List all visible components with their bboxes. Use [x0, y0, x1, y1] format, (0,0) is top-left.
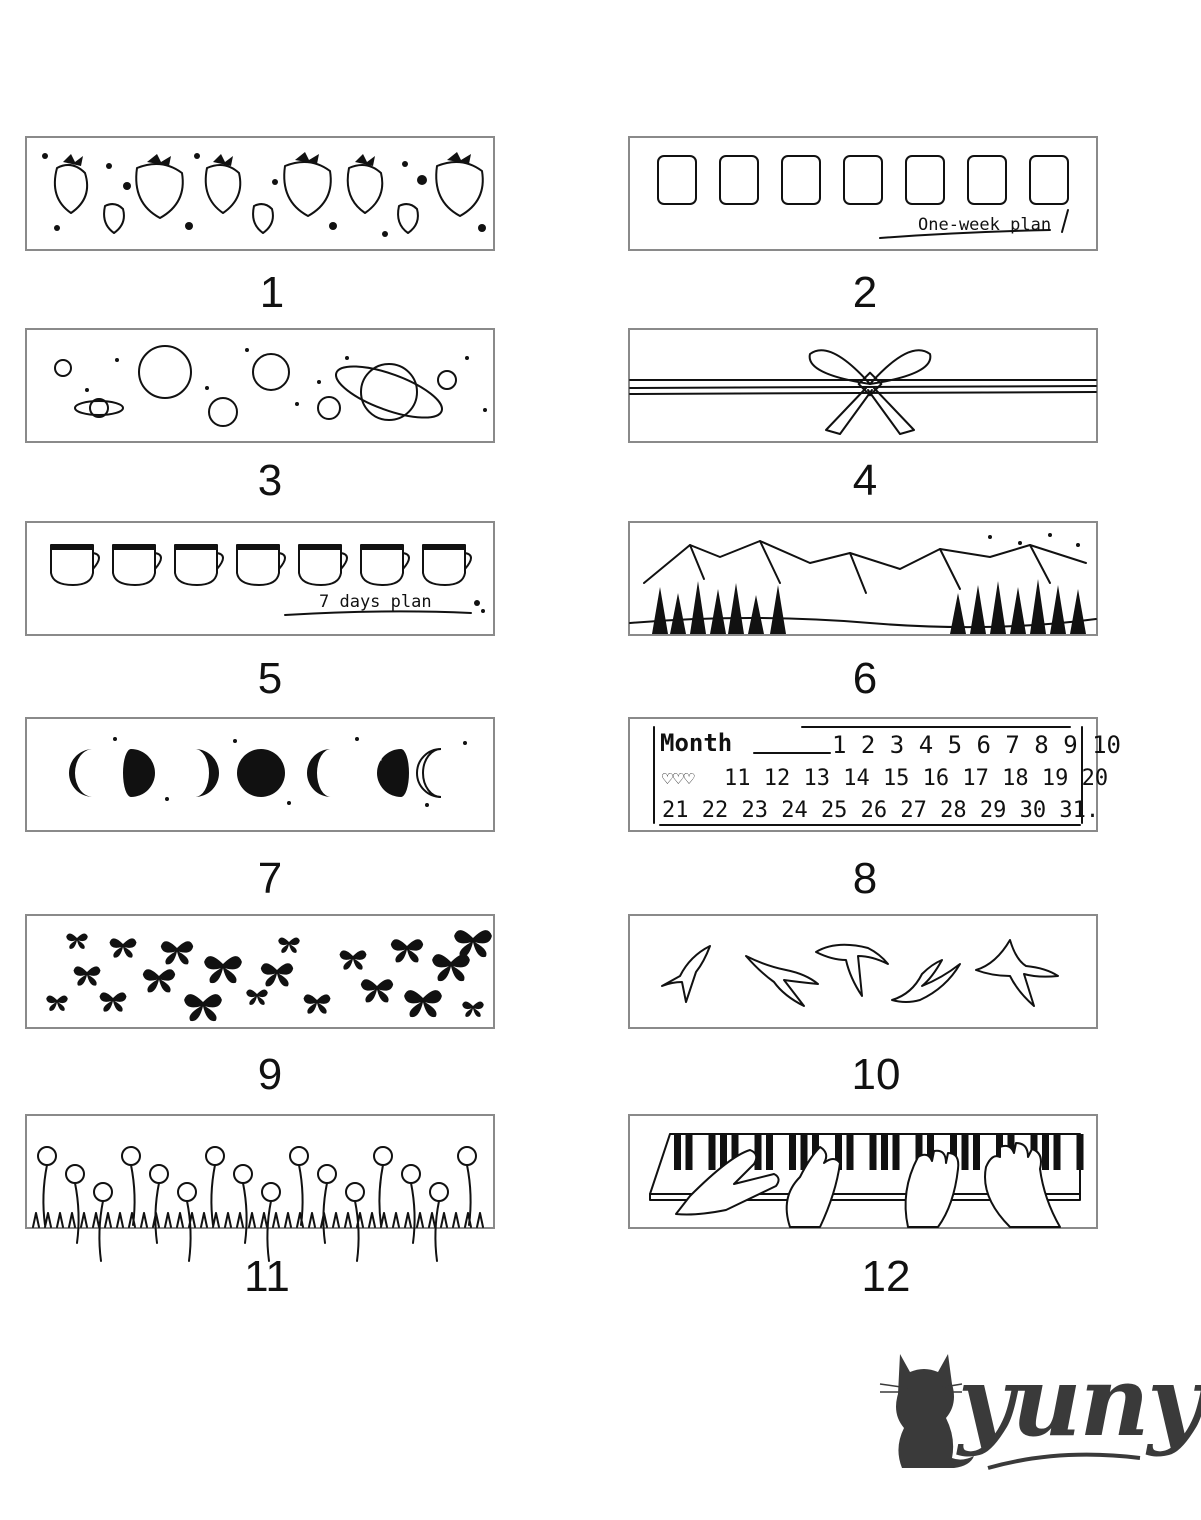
- butterfly-mark: [462, 1001, 484, 1016]
- planets-illustration: [27, 330, 493, 441]
- panel-number-11: 11: [244, 1252, 290, 1301]
- flower-stem: [355, 1201, 359, 1261]
- strawberries-illustration: [27, 138, 493, 249]
- planner-cards-illustration: [630, 138, 1096, 249]
- butterfly-mark: [100, 992, 127, 1011]
- panel-number-5: 5: [257, 654, 283, 703]
- piano-black-key: [973, 1134, 980, 1170]
- butterfly-mark: [361, 979, 393, 1002]
- butterfly-mark: [391, 939, 423, 962]
- piano-black-key: [674, 1134, 681, 1170]
- stamp-panel-butterflies[interactable]: [25, 914, 495, 1029]
- butterfly-mark: [110, 938, 137, 957]
- butterfly-mark: [278, 937, 300, 952]
- flower-stem: [411, 1183, 415, 1243]
- stamp-panel-strawberries[interactable]: [25, 136, 495, 251]
- moon-phases-illustration: [27, 719, 493, 830]
- flower-head: [66, 1165, 84, 1183]
- piano-hands-illustration: [630, 1116, 1096, 1227]
- coffee-caption: 7 days plan: [319, 592, 432, 612]
- planner-caption: One-week plan: [918, 215, 1052, 235]
- panel-number-1: 1: [259, 268, 285, 317]
- panel-number-10: 10: [851, 1050, 901, 1099]
- flower-stem: [243, 1183, 247, 1243]
- flower-head: [374, 1147, 392, 1165]
- butterfly-mark: [261, 963, 293, 986]
- flower-head: [178, 1183, 196, 1201]
- butterfly-mark: [304, 994, 331, 1013]
- stamp-panel-weekly-planner[interactable]: [628, 136, 1098, 251]
- panel-number-2: 2: [852, 268, 878, 317]
- calendar-row-2-hearts: ♡♡♡: [662, 769, 695, 790]
- piano-black-key: [893, 1134, 900, 1170]
- flower-head: [318, 1165, 336, 1183]
- butterfly-mark: [161, 941, 193, 964]
- piano-black-key: [789, 1134, 796, 1170]
- panel-number-12: 12: [861, 1252, 911, 1301]
- stamp-panel-coffee-cups[interactable]: [25, 521, 495, 636]
- calendar-row-3: 21 22 23 24 25 26 27 28 29 30 31.: [662, 798, 1100, 823]
- piano-black-key: [1042, 1134, 1049, 1170]
- piano-black-key: [766, 1134, 773, 1170]
- calendar-row-2: 11 12 13 14 15 16 17 18 19 20: [724, 766, 1109, 791]
- piano-black-key: [709, 1134, 716, 1170]
- flower-head: [290, 1147, 308, 1165]
- stamp-panel-planets[interactable]: [25, 328, 495, 443]
- stamp-panel-wildflowers[interactable]: [25, 1114, 495, 1229]
- flower-head: [150, 1165, 168, 1183]
- butterfly-mark: [246, 989, 268, 1004]
- flower-stem: [187, 1201, 191, 1261]
- birds-illustration: [630, 916, 1096, 1027]
- piano-black-key: [686, 1134, 693, 1170]
- flower-head: [234, 1165, 252, 1183]
- panel-number-3: 3: [257, 456, 283, 505]
- mountains-illustration: [630, 523, 1096, 634]
- month-calendar-illustration: [630, 719, 1121, 830]
- stamp-panel-piano-hands[interactable]: [628, 1114, 1098, 1229]
- butterfly-mark: [404, 990, 442, 1017]
- panel-number-4: 4: [852, 456, 878, 505]
- piano-black-key: [755, 1134, 762, 1170]
- panel-number-7: 7: [257, 854, 283, 903]
- piano-black-key: [870, 1134, 877, 1170]
- panel-number-8: 8: [852, 854, 878, 903]
- brand-logo-text: yuny: [958, 1345, 1201, 1458]
- flower-head: [38, 1147, 56, 1165]
- flower-stem: [75, 1183, 79, 1243]
- piano-black-key: [1077, 1134, 1084, 1170]
- stamp-panel-moon-phases[interactable]: [25, 717, 495, 832]
- calendar-row-1: 1 2 3 4 5 6 7 8 9 10: [832, 731, 1121, 759]
- flower-head: [458, 1147, 476, 1165]
- flower-head: [122, 1147, 140, 1165]
- calendar-month-label: Month: [660, 729, 733, 757]
- stamp-panel-month-calendar[interactable]: [628, 717, 1121, 832]
- flower-head: [402, 1165, 420, 1183]
- butterfly-mark: [74, 966, 101, 985]
- piano-black-key: [962, 1134, 969, 1170]
- wildflowers-illustration: [27, 1116, 493, 1227]
- stamp-panel-mountains[interactable]: [628, 521, 1098, 636]
- butterfly-mark: [66, 933, 88, 948]
- butterfly-mark: [432, 954, 470, 981]
- piano-black-key: [847, 1134, 854, 1170]
- flower-head: [262, 1183, 280, 1201]
- stamp-panel-birds[interactable]: [628, 914, 1098, 1029]
- butterfly-mark: [204, 956, 242, 983]
- flower-stem: [435, 1201, 439, 1261]
- stamp-panel-ribbon-bow[interactable]: [628, 328, 1098, 443]
- flower-stem: [99, 1201, 103, 1261]
- butterfly-mark: [46, 995, 68, 1010]
- flower-head: [346, 1183, 364, 1201]
- ribbon-bow-illustration: [630, 330, 1096, 441]
- butterfly-mark: [184, 994, 222, 1021]
- panel-number-6: 6: [852, 654, 878, 703]
- butterfly-mark: [143, 969, 175, 992]
- butterfly-mark: [454, 930, 492, 957]
- flower-head: [206, 1147, 224, 1165]
- flower-head: [94, 1183, 112, 1201]
- butterflies-illustration: [27, 916, 493, 1027]
- flower-head: [430, 1183, 448, 1201]
- coffee-cups-illustration: [27, 523, 493, 634]
- piano-black-key: [1054, 1134, 1061, 1170]
- panel-number-9: 9: [257, 1050, 283, 1099]
- piano-black-key: [881, 1134, 888, 1170]
- butterfly-mark: [340, 950, 367, 969]
